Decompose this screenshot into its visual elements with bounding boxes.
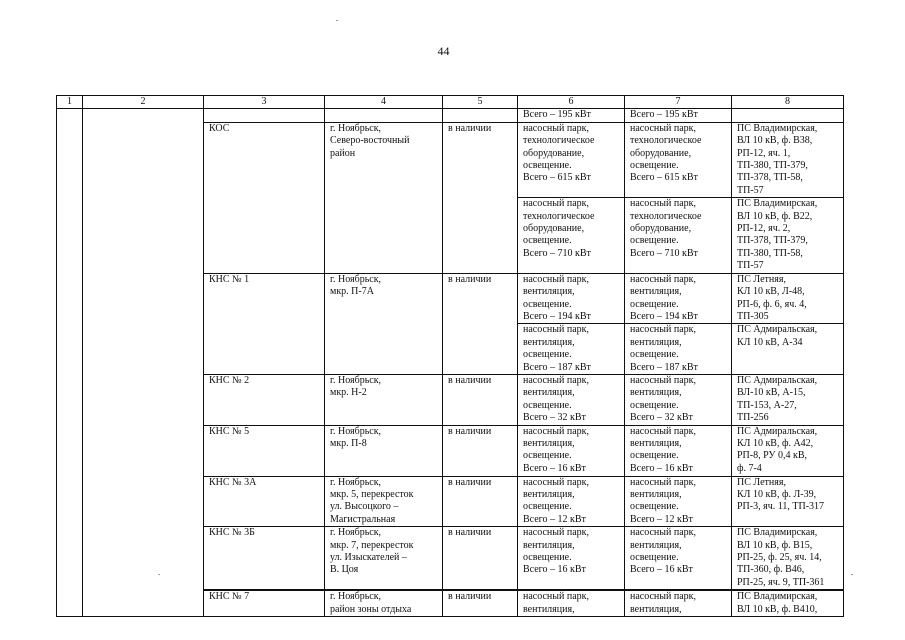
load-cell: насосный парк, вентиляция, освещение. Всего – 32 кВт — [625, 374, 732, 425]
load-cell: Всего – 195 кВт — [625, 109, 732, 122]
object-name-cell: КНС № 2 — [204, 374, 325, 425]
load-cell: насосный парк, вентиляция, освещение. Всего – 32 кВт — [518, 374, 625, 425]
power-source-cell: ПС Владимирская, ВЛ 10 кВ, ф. В410, — [732, 590, 844, 616]
load-cell: насосный парк, технологическое оборудование, освещение. Всего – 710 кВт — [625, 198, 732, 273]
column-header: 1 — [57, 96, 83, 109]
load-cell: насосный парк, вентиляция, — [518, 590, 625, 616]
load-cell: насосный парк, технологическое оборудование, освещение. Всего – 615 кВт — [518, 122, 625, 197]
column-header: 5 — [443, 96, 518, 109]
power-source-cell: ПС Адмиральская, КЛ 10 кВ, ф. А42, РП-8, РУ 0,4 кВ, ф. 7-4 — [732, 425, 844, 476]
load-cell: насосный парк, вентиляция, освещение. Всего – 194 кВт — [518, 273, 625, 324]
load-cell: Всего – 195 кВт — [518, 109, 625, 122]
column-header: 8 — [732, 96, 844, 109]
availability-cell: в наличии — [443, 476, 518, 527]
scan-speck — [336, 20, 338, 21]
power-source-cell: ПС Летняя, КЛ 10 кВ, ф. Л-39, РП-3, яч. 11, ТП-317 — [732, 476, 844, 527]
column-header: 7 — [625, 96, 732, 109]
power-source-cell: ПС Владимирская, ВЛ 10 кВ, ф. В22, РП-12, яч. 2, ТП-378, ТП-379, ТП-380, ТП-58, ТП-57 — [732, 198, 844, 273]
object-name-cell: КНС № 1 — [204, 273, 325, 374]
availability-cell: в наличии — [443, 273, 518, 374]
load-cell: насосный парк, вентиляция, освещение. Всего – 187 кВт — [625, 324, 732, 375]
object-name-cell: КОС — [204, 122, 325, 273]
load-cell: насосный парк, вентиляция, освещение. Всего – 12 кВт — [518, 476, 625, 527]
location-cell: г. Ноябрьск, мкр. 7, перекресток ул. Изыскателей – В. Цоя — [325, 527, 443, 591]
availability-cell: в наличии — [443, 425, 518, 476]
power-source-cell: ПС Адмиральская, КЛ 10 кВ, А-34 — [732, 324, 844, 375]
location-cell: г. Ноябрьск, мкр. П-8 — [325, 425, 443, 476]
column-1-cell — [57, 109, 83, 617]
load-cell: насосный парк, вентиляция, — [625, 590, 732, 616]
load-cell: насосный парк, вентиляция, освещение. Всего – 187 кВт — [518, 324, 625, 375]
power-source-cell: ПС Владимирская, ВЛ 10 кВ, ф. В15, РП-25, ф. 25, яч. 14, ТП-360, ф. В46, РП-25, яч. 9, ТП-361 — [732, 527, 844, 591]
table-header-row — [57, 96, 844, 109]
object-name-cell: КНС № 5 — [204, 425, 325, 476]
load-cell: насосный парк, вентиляция, освещение. Всего – 16 кВт — [625, 527, 732, 591]
power-source-cell: ПС Летняя, КЛ 10 кВ, Л-48, РП-6, ф. 6, яч. 4, ТП-305 — [732, 273, 844, 324]
page-number: 44 — [437, 44, 450, 58]
load-cell: насосный парк, технологическое оборудование, освещение. Всего – 710 кВт — [518, 198, 625, 273]
location-cell: г. Ноябрьск, район зоны отдыха — [325, 590, 443, 616]
location-cell: г. Ноябрьск, мкр. Н-2 — [325, 374, 443, 425]
location-cell: г. Ноябрьск, Северо-восточный район — [325, 122, 443, 273]
column-2-cell — [83, 109, 204, 617]
availability-cell — [443, 109, 518, 122]
data-table — [56, 95, 844, 617]
load-cell: насосный парк, технологическое оборудование, освещение. Всего – 615 кВт — [625, 122, 732, 197]
object-name-cell: КНС № 3Б — [204, 527, 325, 591]
availability-cell: в наличии — [443, 374, 518, 425]
location-cell — [325, 109, 443, 122]
availability-cell: в наличии — [443, 590, 518, 616]
column-header: 4 — [325, 96, 443, 109]
load-cell: насосный парк, вентиляция, освещение. Всего – 16 кВт — [625, 425, 732, 476]
load-cell: насосный парк, вентиляция, освещение. Всего – 12 кВт — [625, 476, 732, 527]
availability-cell: в наличии — [443, 122, 518, 273]
table-row — [57, 109, 844, 122]
availability-cell: в наличии — [443, 527, 518, 591]
location-cell: г. Ноябрьск, мкр. 5, перекресток ул. Высоцкого – Магистральная — [325, 476, 443, 527]
scan-speck — [158, 574, 160, 575]
object-name-cell: КНС № 3А — [204, 476, 325, 527]
object-name-cell — [204, 109, 325, 122]
power-source-cell — [732, 109, 844, 122]
load-cell: насосный парк, вентиляция, освещение. Всего – 16 кВт — [518, 425, 625, 476]
load-cell: насосный парк, вентиляция, освещение. Всего – 194 кВт — [625, 273, 732, 324]
power-source-cell: ПС Владимирская, ВЛ 10 кВ, ф. В38, РП-12, яч. 1, ТП-380, ТП-379, ТП-378, ТП-58, ТП-57 — [732, 122, 844, 197]
column-header: 2 — [83, 96, 204, 109]
location-cell: г. Ноябрьск, мкр. П-7А — [325, 273, 443, 374]
scan-speck — [851, 574, 853, 575]
power-source-cell: ПС Адмиральская, ВЛ-10 кВ, А-15, ТП-153, А-27, ТП-256 — [732, 374, 844, 425]
object-name-cell: КНС № 7 — [204, 590, 325, 616]
column-header: 6 — [518, 96, 625, 109]
column-header: 3 — [204, 96, 325, 109]
load-cell: насосный парк, вентиляция, освещение. Всего – 16 кВт — [518, 527, 625, 591]
